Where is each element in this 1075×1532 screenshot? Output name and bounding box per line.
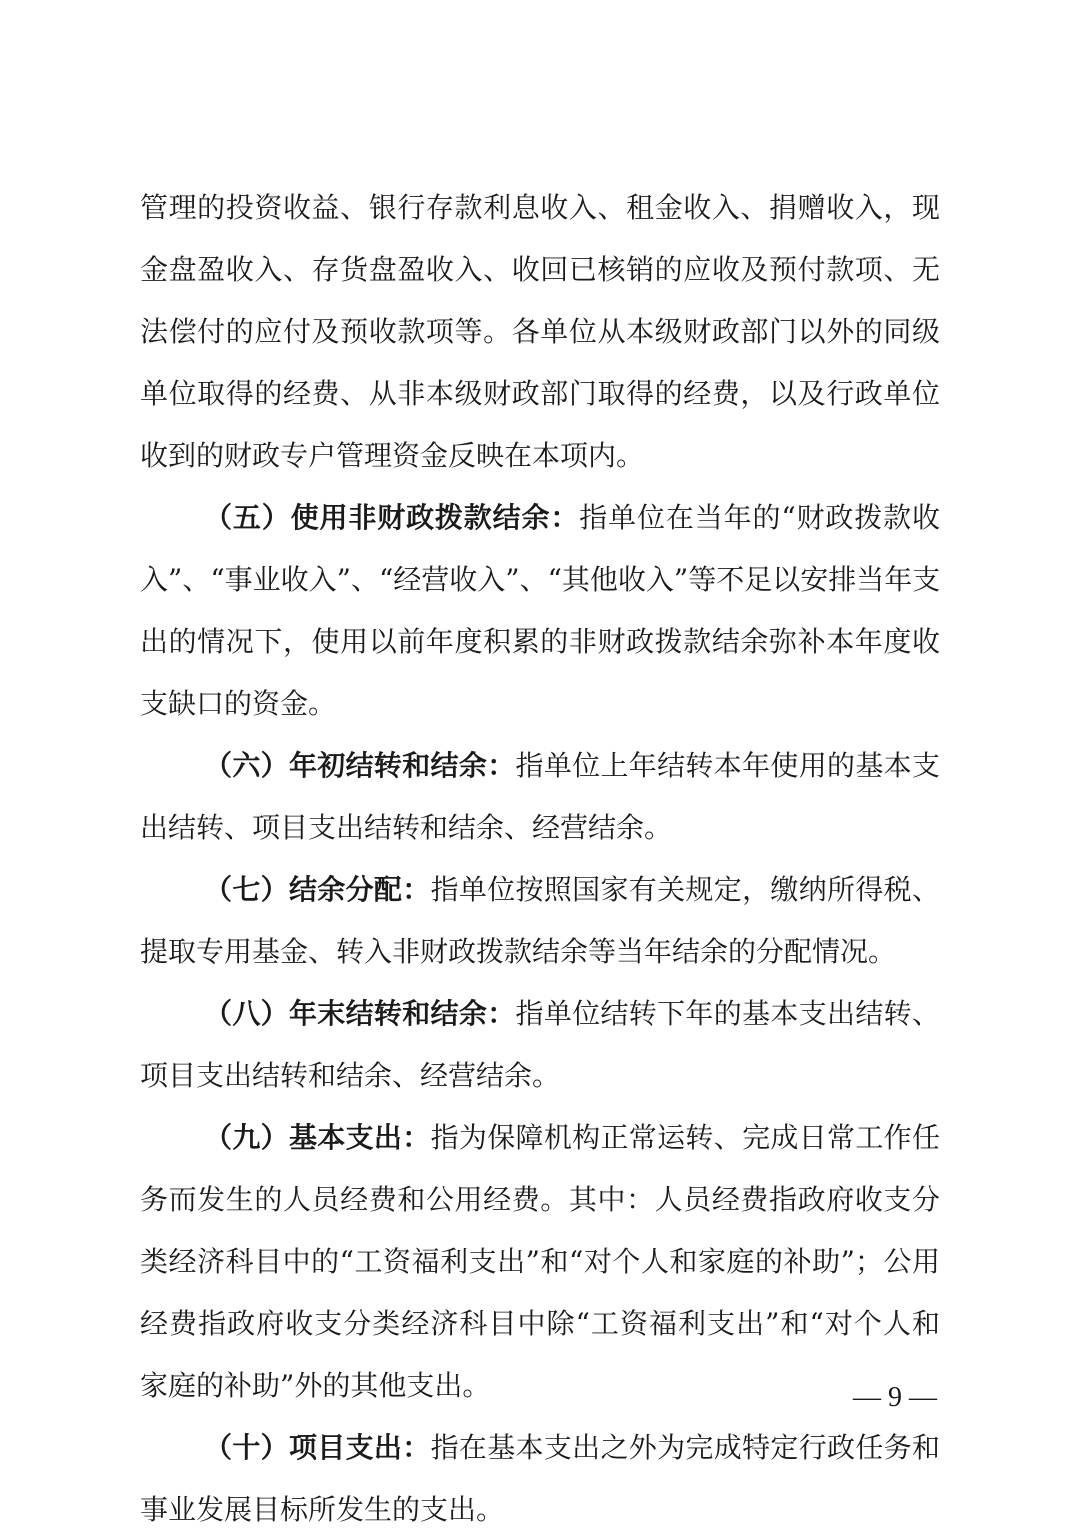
item-9-term: （九）基本支出： bbox=[204, 1121, 431, 1154]
item-7-term: （七）结余分配： bbox=[204, 873, 431, 906]
paragraph-line: 提取专用基金、转入非财政拨款结余等当年结余的分配情况。 bbox=[140, 935, 897, 968]
paragraph-line: 经费指政府收支分类经济科目中除“工资福利支出”和“对个人和 bbox=[140, 1307, 940, 1340]
paragraph-line: 支缺口的资金。 bbox=[140, 687, 337, 720]
item-6-text: 指单位上年结转本年使用的基本支 bbox=[515, 749, 940, 782]
item-5-text: 指单位在当年的“财政拨款收 bbox=[579, 501, 940, 534]
item-6-term: （六）年初结转和结余： bbox=[204, 749, 516, 782]
item-10-first-line bbox=[140, 1426, 940, 1470]
paragraph-line: 项目支出结转和结余、经营结余。 bbox=[140, 1059, 561, 1092]
paragraph-line: 家庭的补助”外的其他支出。 bbox=[140, 1369, 491, 1402]
paragraph-line: 出结转、项目支出结转和结余、经营结余。 bbox=[140, 811, 673, 844]
item-8-term: （八）年末结转和结余： bbox=[204, 997, 516, 1030]
item-7-first-line bbox=[140, 868, 940, 912]
paragraph-line: 金盘盈收入、存货盘盈收入、收回已核销的应收及预付款项、无 bbox=[140, 253, 940, 286]
paragraph-line: 单位取得的经费、从非本级财政部门取得的经费，以及行政单位 bbox=[140, 377, 940, 410]
page-number: — 9 — bbox=[853, 1382, 937, 1413]
item-10-text: 指在基本支出之外为完成特定行政任务和 bbox=[430, 1431, 940, 1464]
item-7-text: 指单位按照国家有关规定，缴纳所得税、 bbox=[430, 873, 940, 906]
item-9-text: 指为保障机构正常运转、完成日常工作任 bbox=[430, 1121, 940, 1154]
item-10-term: （十）项目支出： bbox=[204, 1431, 431, 1464]
paragraph-line: 类经济科目中的“工资福利支出”和“对个人和家庭的补助”；公用 bbox=[140, 1245, 940, 1278]
paragraph-line: 收到的财政专户管理资金反映在本项内。 bbox=[140, 439, 645, 472]
item-9-first-line bbox=[140, 1116, 940, 1160]
item-8-text: 指单位结转下年的基本支出结转、 bbox=[515, 997, 940, 1030]
paragraph-line: 法偿付的应付及预收款项等。各单位从本级财政部门以外的同级 bbox=[140, 315, 940, 348]
paragraph-line: 事业发展目标所发生的支出。 bbox=[140, 1493, 505, 1526]
paragraph-line: 出的情况下，使用以前年度积累的非财政拨款结余弥补本年度收 bbox=[140, 625, 940, 658]
paragraph-line: 管理的投资收益、银行存款利息收入、租金收入、捐赠收入，现 bbox=[140, 191, 940, 224]
item-8-first-line bbox=[140, 992, 940, 1036]
item-5-term: （五）使用非财政拨款结余： bbox=[204, 501, 580, 534]
paragraph-line: 入”、“事业收入”、“经营收入”、“其他收入”等不足以安排当年支 bbox=[140, 563, 941, 596]
item-6-first-line bbox=[140, 744, 940, 788]
paragraph-line: 务而发生的人员经费和公用经费。其中：人员经费指政府收支分 bbox=[140, 1183, 940, 1216]
item-5-first-line bbox=[140, 496, 940, 540]
